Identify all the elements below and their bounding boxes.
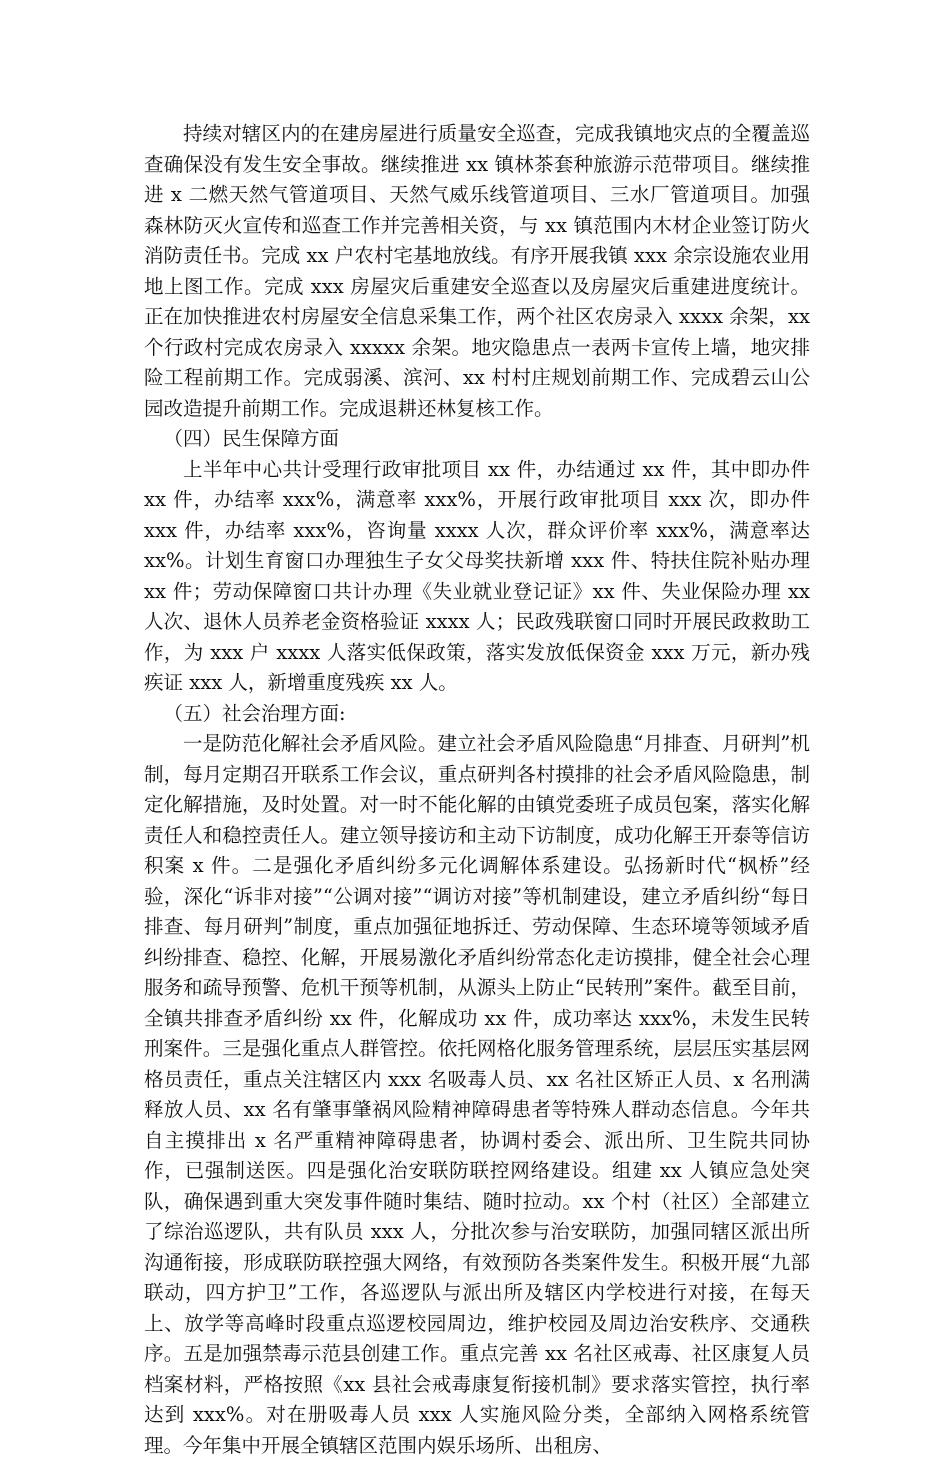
paragraph-land-and-construction: 持续对辖区内的在建房屋进行质量安全巡查，完成我镇地灾点的全覆盖巡查确保没有发生安全事故。继续推进 xx 镇林茶套种旅游示范带项目。继续推进 x 二燃天然气管道项目、天然气威乐线管道项目、三水厂管道项目。加强森林防灭火宣传和巡查工作并完善相关资，与 xx 镇范围内木材企业签订防火消防责任书。完成 xx 户农村宅基地放线。有序开展我镇 xxx 余宗设施农业用地上图工作。完成 xxx 房屋灾后重建安全巡查以及房屋灾后重建进度统计。正在加快推进农村房屋安全信息采集工作，两个社区农房录入 xxxx 余架，xx 个行政村完成农房录入 xxxxx 余架。地灾隐患点一表两卡宣传上墙，地灾排险工程前期工作。完成弱溪、滨河、xx 村村庄规划前期工作、完成碧云山公园改造提升前期工作。完成退耕还林复核工作。 [144, 122, 810, 420]
document-body [144, 119, 810, 1461]
section-heading-livelihood: （四）民生保障方面 [163, 427, 340, 450]
section-heading-governance: （五）社会治理方面: [163, 701, 346, 725]
paragraph-governance: 一是防范化解社会矛盾风险。建立社会矛盾风险隐患“月排查、月研判”机制，每月定期召开联系工作会议，重点研判各村摸排的社会矛盾风险隐患，制定化解措施，及时处置。对一时不能化解的由镇党委班子成员包案，落实化解责任人和稳控责任人。建立领导接访和主动下访制度，成功化解王开泰等信访积案 x 件。二是强化矛盾纠纷多元化调解体系建设。弘扬新时代“枫桥”经验，深化“诉非对接”“公调对接”“调访对接”等机制建设，建立矛盾纠纷“每日排查、每月研判”制度，重点加强征地拆迁、劳动保障、生态环境等领域矛盾纠纷排查、稳控、化解，开展易激化矛盾纠纷常态化走访摸排，健全社会心理服务和疏导预警、危机干预等机制，从源头上防止“民转刑”案件。截至目前，全镇共排查矛盾纠纷 xx 件，化解成功 xx 件，成功率达 xxx%，未发生民转刑案件。三是强化重点人群管控。依托网格化服务管理系统，层层压实基层网格员责任，重点关注辖区内 xxx 名吸毒人员、xx 名社区矫正人员、x 名刑满释放人员、xx 名有肇事肇祸风险精神障碍患者等特殊人群动态信息。今年共自主摸排出 x 名严重精神障碍患者，协调村委会、派出所、卫生院共同协作，已强制送医。四是强化治安联防联控网络建设。组建 xx 人镇应急处突队，确保遇到重大突发事件随时集结、随时拉动。xx 个村（社区）全部建立了综治巡逻队，共有队员 xxx 人，分批次参与治安联防，加强同辖区派出所沟通衔接，形成联防联控强大网络，有效预防各类案件发生。积极开展“九部联动，四方护卫”工作，各巡逻队与派出所及辖区内学校进行对接，在每天上、放学等高峰时段重点巡逻校园周边，维护校园及周边治安秩序、交通秩序。五是加强禁毒示范县创建工作。重点完善 xx 名社区戒毒、社区康复人员档案材料，严格按照《xx 县社会戒毒康复衔接机制》要求落实管控，执行率达到 xxx%。对在册吸毒人员 xxx 人实施风险分类，全部纳入网格系统管理。今年集中开展全镇辖区范围内娱乐场所、出租房、 [144, 732, 810, 1457]
paragraph-livelihood: 上半年中心共计受理行政审批项目 xx 件，办结通过 xx 件，其中即办件 xx 件，办结率 xxx%，满意率 xxx%，开展行政审批项目 xxx 次，即办件 xxx 件，办结率 xxx%，咨询量 xxxx 人次，群众评价率 xxx%，满意率达 xx%。计划生育窗口办理独生子女父母奖扶新增 xxx 件、特扶住院补贴办理 xx 件；劳动保障窗口共计办理《失业就业登记证》xx 件、失业保险办理 xx 人次、退休人员养老金资格验证 xxxx 人；民政残联窗口同时开展民政救助工作，为 xxx 户 xxxx 人落实低保政策，落实发放低保资金 xxx 万元，新办残疾证 xxx 人，新增重度残疾 xx 人。 [144, 457, 810, 694]
